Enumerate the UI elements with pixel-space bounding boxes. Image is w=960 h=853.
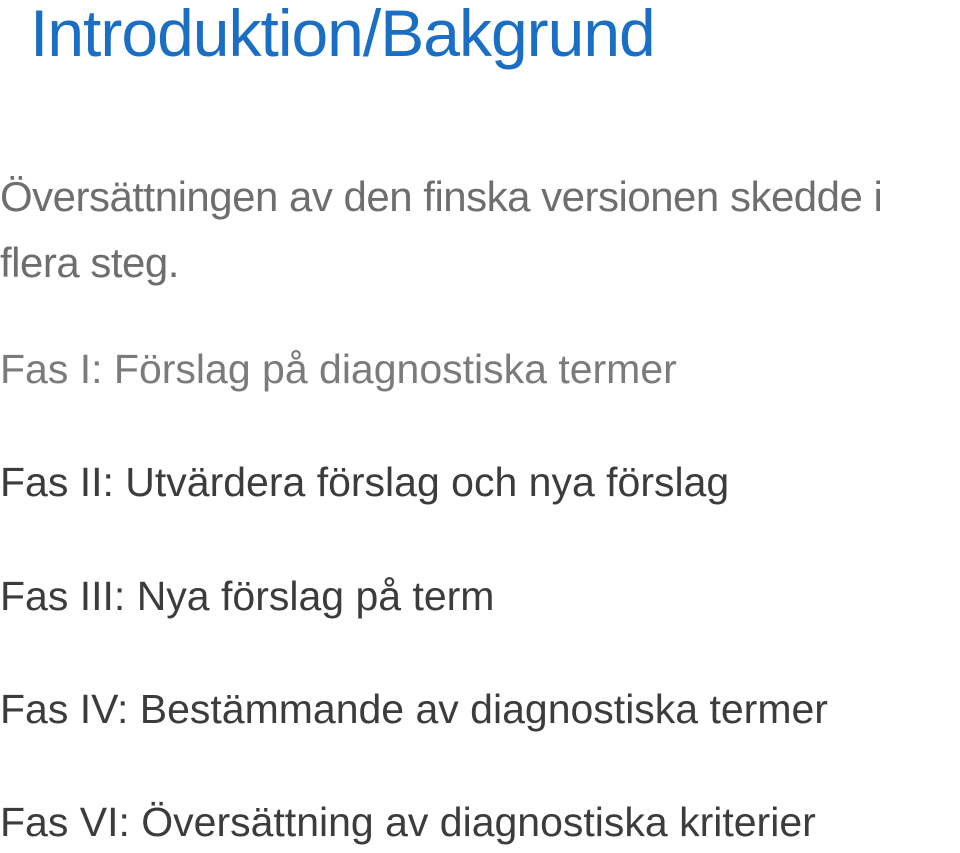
phase-item-2: Fas II: Utvärdera förslag och nya förslag: [0, 459, 730, 505]
phase-item-5: Fas VI: Översättning av diagnostiska kriterier: [0, 799, 816, 845]
slide-title: Introduktion/Bakgrund: [30, 0, 655, 70]
phase-item-3: Fas III: Nya förslag på term: [0, 573, 495, 619]
phase-item-4: Fas IV: Bestämmande av diagnostiska termer: [0, 686, 828, 732]
phase-item-1: Fas I: Förslag på diagnostiska termer: [0, 346, 677, 392]
intro-text: Översättningen av den finska versionen skedde i flera steg.: [0, 173, 883, 286]
